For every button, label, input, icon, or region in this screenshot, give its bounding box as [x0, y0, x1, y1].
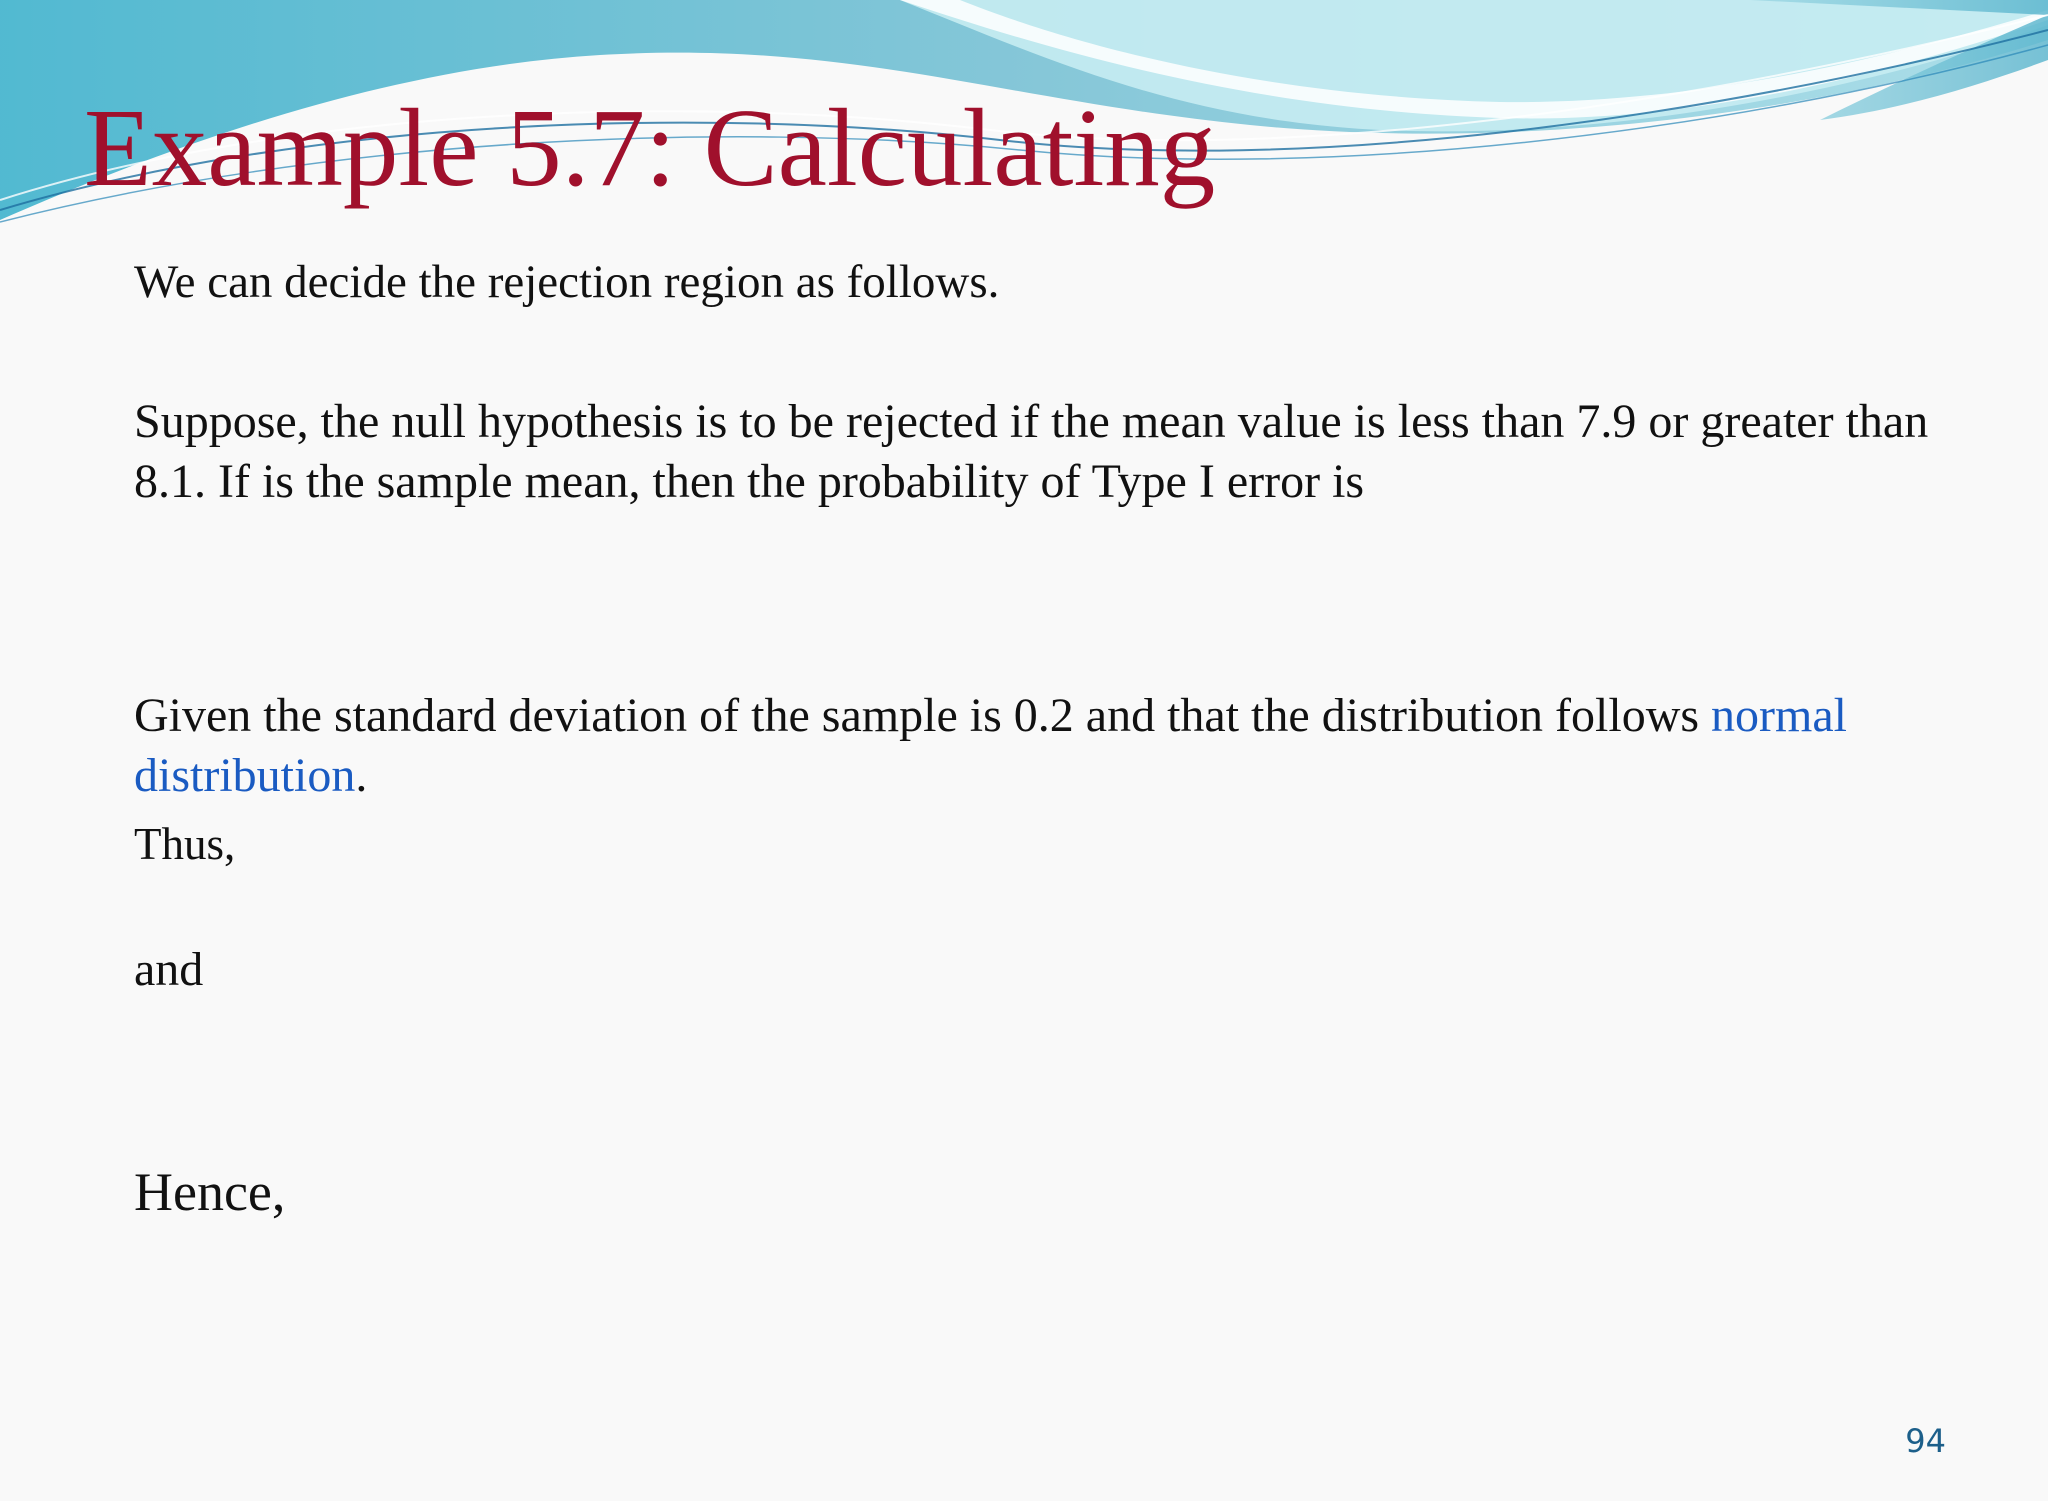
slide-title: Example 5.7: Calculating [84, 87, 1216, 210]
paragraph-text-end: . [355, 749, 368, 802]
paragraph-standard-deviation [134, 686, 1944, 806]
paragraph-text: Given the standard deviation of the sample is 0.2 and that the distribution follows [134, 689, 1712, 742]
paragraph-rejection-region: We can decide the rejection region as follows. [134, 256, 1000, 308]
page-number: 94 [1905, 1422, 1946, 1460]
paragraph-thus: Thus, [134, 819, 236, 869]
normal-distribution-link[interactable]: normal distribution [134, 689, 1848, 802]
paragraph-null-hypothesis: Suppose, the null hypothesis is to be rejected if the mean value is less than 7.9 or greater than 8.1. If is the sample mean, then the probability of Type I error is [134, 395, 1929, 508]
paragraph-hence: Hence, [134, 1162, 286, 1222]
paragraph-and: and [134, 943, 204, 996]
